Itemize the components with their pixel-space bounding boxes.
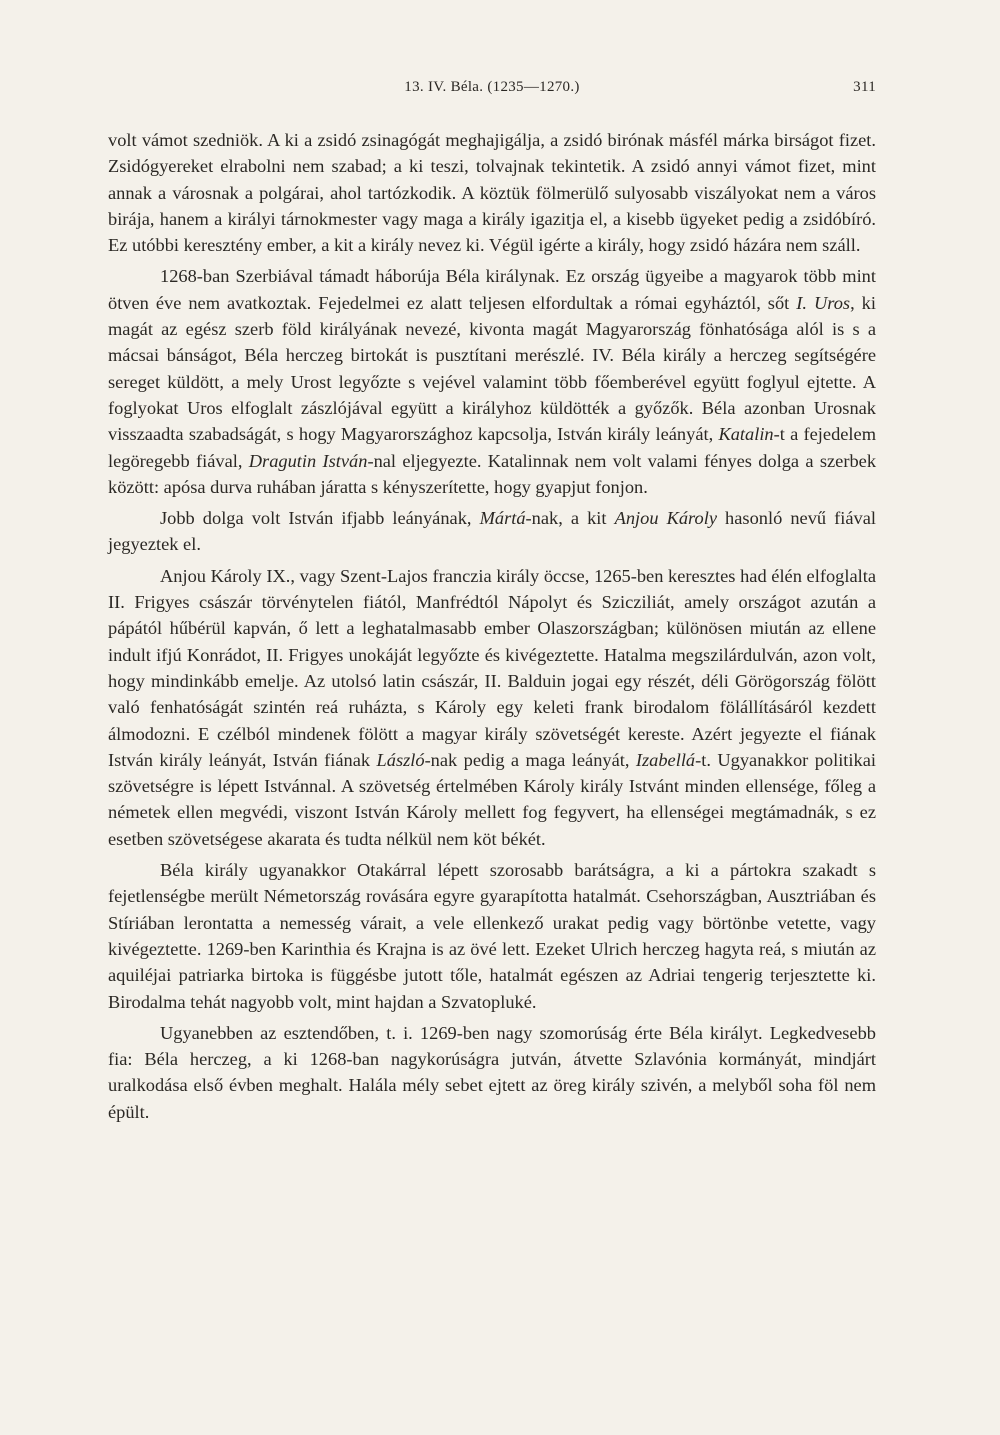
italic-name: Mártá [479, 508, 526, 529]
text-run: -t a fejedelem legöregebb fiával, [108, 424, 876, 471]
italic-name: Anjou Károly [614, 508, 717, 529]
text-run: -nak pedig a maga leányát, [424, 749, 636, 770]
italic-name: Katalin [718, 424, 774, 445]
italic-name: Izabellá [635, 749, 696, 770]
paragraph [108, 127, 876, 258]
text-run: Béla király ugyanakkor Otakárral lépett szorosabb barátságra, a ki a pártokra szakadt s fejetlenségbe merült Németország rovására egyre gyarapította hatalmát. Csehországban, Ausztriában és Stíriában lerontatta a nemesség várait, a vele ellenkező urakat pedig vagy börtönbe vetette, vagy kivégeztette. 1269-ben Karinthia és Krajna is az övé lett. Ezeket Ulrich herczeg hagyta reá, s miután az aquiléjai patriarka birtoka is függésbe jutott tőle, hatalmát egészen az Adriai tengerig terjesztette ki. Birodalma tehát nagyobb volt, mint hajdan a Szvatopluké. [108, 860, 876, 1012]
body-text [108, 127, 876, 1130]
italic-name: I. Uros [796, 292, 851, 313]
text-run: Ugyanebben az esztendőben, t. i. 1269-ben nagy szomorúság érte Béla királyt. Legkedvesebb fia: Béla herczeg, a ki 1268-ban nagykorúságra jutván, átvette Szlavónia kormányát, mindjárt uralkodása első évben meghalt. Halála mély sebet ejtett az öreg király szivén, a melyből soha föl nem épült. [108, 1022, 876, 1122]
paragraph [108, 263, 876, 500]
text-run: -nal eljegyezte. Katalinnak nem volt valami fényes dolga a szerbek között: apósa durva ruhában járatta s kényszerítette, hogy gyapjut fonjon. [108, 450, 877, 497]
paragraph [108, 1020, 876, 1125]
text-run: -t. Ugyanakkor politikai szövetségre is lépett Istvánnal. A szövetség értelmében Károly király Istvánt minden ellensége, főleg a németek ellen megvédi, viszont István Károly mellett fog fegyvert, ha ellenségei megtámadnák, s ez esetben szövetségese akarata és tudta nélkül nem köt békét. [108, 749, 876, 849]
text-run: 1268-ban Szerbiával támadt háborúja Béla királynak. Ez ország ügyeibe a magyarok több mint ötven éve nem avatkoztak. Fejedelmei ez alatt teljesen elfordultak a római egyháztól, sőt [108, 266, 876, 313]
italic-name: László [376, 749, 425, 770]
paragraph [108, 563, 876, 852]
italic-name: Dragutin István [248, 450, 368, 471]
chapter-heading: 13. IV. Béla. (1235—1270.) [404, 79, 580, 95]
text-run: hasonló nevű fiával jegyeztek el. [108, 508, 877, 555]
text-run: Anjou Károly IX., vagy Szent-Lajos franczia király öccse, 1265-ben keresztes had élén elfoglalta II. Frigyes császár törvénytelen fiától, Manfrédtól Nápolyt és Szicziliát, amely országot azután a pápától hűbérül kapván, ő lett a leghatalmasabb ember Olaszországban; különösen miután az ellene indult ifjú Konrádot, II. Frigyes unokáját legyőzte és kivégeztette. Hatalma megszilárdulván, azon volt, hogy mindinkább emelje. Az utolsó latin császár, II. Balduin jogai egy részét, déli Görögország fölött való fenhatóságát szintén reá ruházta, s Károly egy keleti frank birodalom fölállításáról kezdett álmodozni. E czélból mindenek fölött a magyar király szövetségét kereste. Azért jegyezte el fiának István király leányát, István fiának [108, 565, 876, 770]
text-run: volt vámot szedniök. A ki a zsidó zsinagógát meghajigálja, a zsidó birónak másfél márka birságot fizet. Zsidógyereket elrabolni nem szabad; a ki teszi, tolvajnak tekintetik. A zsidó annyi vámot fizet, mint annak a városnak a polgárai, ahol tartózkodik. A köztük fölmerülő sulyosabb viszályokat nem a város birája, hanem a királyi tárnokmester vagy maga a király igazitja el, a kisebb ügyeket pedig a zsidóbíró. Ez utóbbi keresztény ember, a kit a király nevez ki. Végül igérte a király, hogy zsidó házára nem száll. [108, 130, 876, 256]
paragraph [108, 505, 876, 558]
text-run: Jobb dolga volt István ifjabb leányának, [160, 508, 480, 529]
paragraph [108, 857, 876, 1015]
text-run: , ki magát az egész szerb föld királyának nevezé, kivonta magát Magyarország fönhatósága alól is s a mácsai bánságot, Béla herczeg birtokát is pusztítani merészlé. IV. Béla király a herczeg segítségére sereget küldött, a mely Urost legyőzte s vejével valamint több főemberével együtt foglyul ejtette. A foglyokat Uros elfoglalt zászlójával együtt a királyhoz küldötték a győzők. Béla azonban Urosnak visszaadta szabadságát, s hogy Magyarországhoz kapcsolja, István király leányát, [108, 292, 876, 445]
page-number: 311 [853, 79, 876, 95]
text-run: -nak, a kit [525, 508, 615, 529]
